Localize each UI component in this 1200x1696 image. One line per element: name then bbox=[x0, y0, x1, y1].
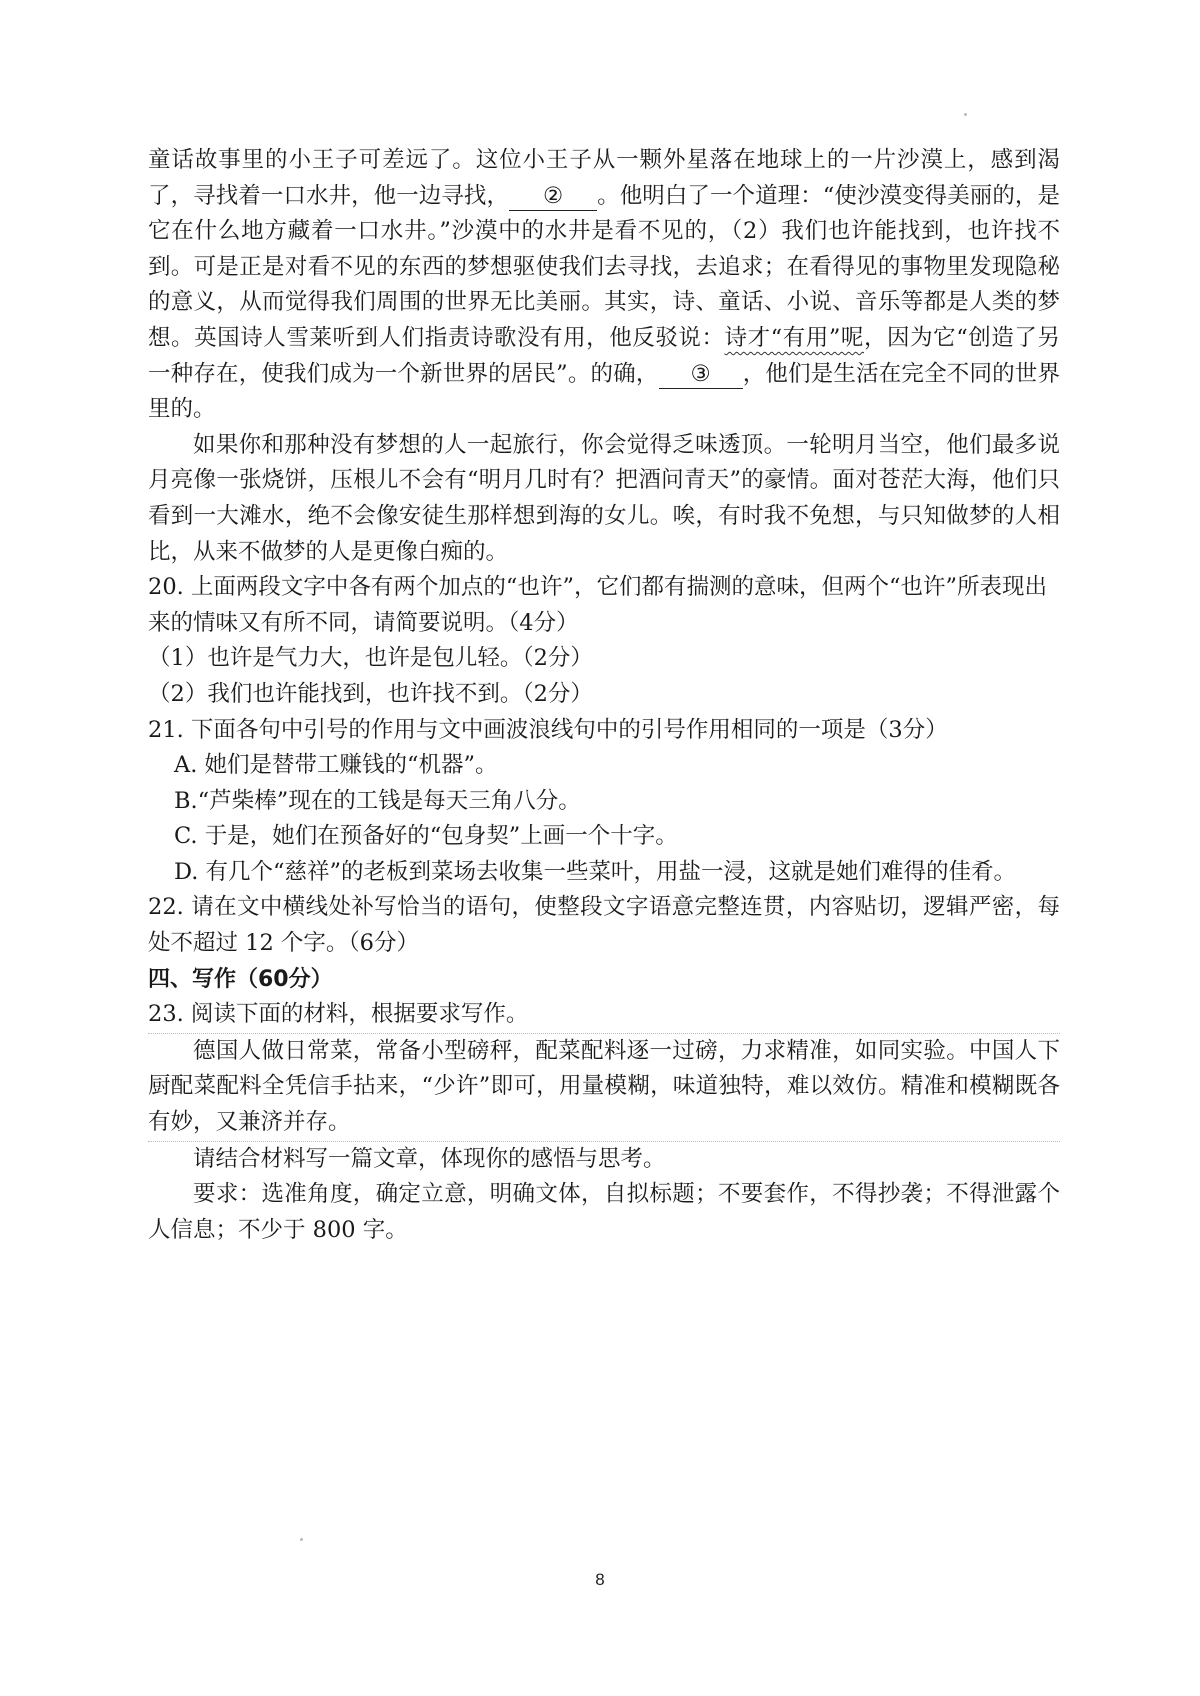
question-20-sub-1: （1）也许是气力大，也许是包儿轻。（2分） bbox=[148, 645, 593, 672]
blank-number: ② bbox=[542, 182, 564, 209]
passage-paragraph-2: 如果你和那种没有梦想的人一起旅行，你会觉得乏味透顶。一轮明月当空，他们最多说月亮像一张烧饼，压根儿不会有“明月几时有？把酒问青天”的豪情。面对苍茫大海，他们只看到一大滩水，绝不会像安徒生那样想到海的女儿。唉，有时我不免想，与只知做梦的人相比，从来不做梦的人是更像白痴的。 bbox=[148, 431, 1060, 565]
page-content bbox=[148, 143, 1060, 1248]
question-20-sub-2: （2）我们也许能找到，也许找不到。（2分） bbox=[148, 680, 593, 707]
option-a[interactable]: A. 她们是替带工赚钱的“机器”。 bbox=[174, 752, 498, 779]
option-d[interactable]: D. 有几个“慈祥”的老板到菜场去收集一些菜叶，用盐一浸，这就是她们难得的佳肴。 bbox=[174, 858, 1017, 885]
scan-speck bbox=[300, 1538, 303, 1541]
wavy-underlined-sentence: 诗才“有用”呢 bbox=[724, 324, 864, 351]
option-b[interactable]: B.“芦柴棒”现在的工钱是每天三角八分。 bbox=[174, 787, 581, 814]
passage-text: 。他明白了一个道理：“使沙漠变得美丽的，是它在什么地方藏着一口水井。”沙漠中的水井是看不见的，（2）我们也许能找到，也许找不到。可是正是对看不见的东西的梦想驱使我们去寻找，去追求；在看得见的事物里发现隐秘的意义，从而觉得我们周围的世界无比美丽。其实，诗、童话、小说、音乐等都是人类的梦想。英国诗人雪莱听到人们指责诗歌没有用，他反驳说： bbox=[148, 182, 1060, 351]
page-number: 8 bbox=[595, 1570, 605, 1589]
section-heading-writing: 四、写作（60分） bbox=[148, 966, 333, 992]
writing-material: 德国人做日常菜，常备小型磅秤，配菜配料逐一过磅，力求精准，如同实验。中国人下厨配菜配料全凭信手拈来，“少许”即可，用量模糊，味道独特，难以效仿。精准和模糊既各有妙，又兼济并存。 bbox=[148, 1034, 1060, 1142]
answer-blank-3[interactable] bbox=[659, 360, 743, 389]
passage-text: ，他们是生活在完全不同的世界里的。 bbox=[148, 360, 1060, 423]
passage-paragraph-1 bbox=[148, 143, 1060, 428]
passage-text: ，因为它“创造了另一种存在，使我们成为一个新世界的居民”。的确， bbox=[148, 324, 1060, 387]
writing-requirement: 要求：选准角度，确定立意，明确文体，自拟标题；不要套作，不得抄袭；不得泄露个人信息；不少于 800 字。 bbox=[148, 1181, 1060, 1243]
scan-speck bbox=[964, 113, 967, 116]
question-22-stem: 22. 请在文中横线处补写恰当的语句，使整段文字语意完整连贯，内容贴切，逻辑严密，每处不超过 12 个字。（6分） bbox=[148, 894, 1060, 957]
blank-number: ③ bbox=[690, 360, 711, 387]
passage-text: 童话故事里的小王子可差远了。这位小王子从一颗外星落在地球上的一片沙漠上，感到渴了，寻找着一口水井，他一边寻找， bbox=[148, 147, 1060, 209]
answer-blank-2[interactable] bbox=[509, 182, 597, 211]
option-c[interactable]: C. 于是，她们在预备好的“包身契”上画一个十字。 bbox=[174, 823, 678, 850]
writing-instruction: 请结合材料写一篇文章，体现你的感悟与思考。 bbox=[193, 1145, 666, 1172]
question-20-stem: 20. 上面两段文字中各有两个加点的“也许”，它们都有揣测的意味，但两个“也许”所表现出来的情味又有所不同，请简要说明。（4分） bbox=[148, 574, 1047, 636]
question-23-stem: 23. 阅读下面的材料，根据要求写作。 bbox=[148, 997, 1060, 1034]
question-21-stem: 21. 下面各句中引号的作用与文中画波浪线句中的引号作用相同的一项是（3分） bbox=[148, 716, 948, 743]
